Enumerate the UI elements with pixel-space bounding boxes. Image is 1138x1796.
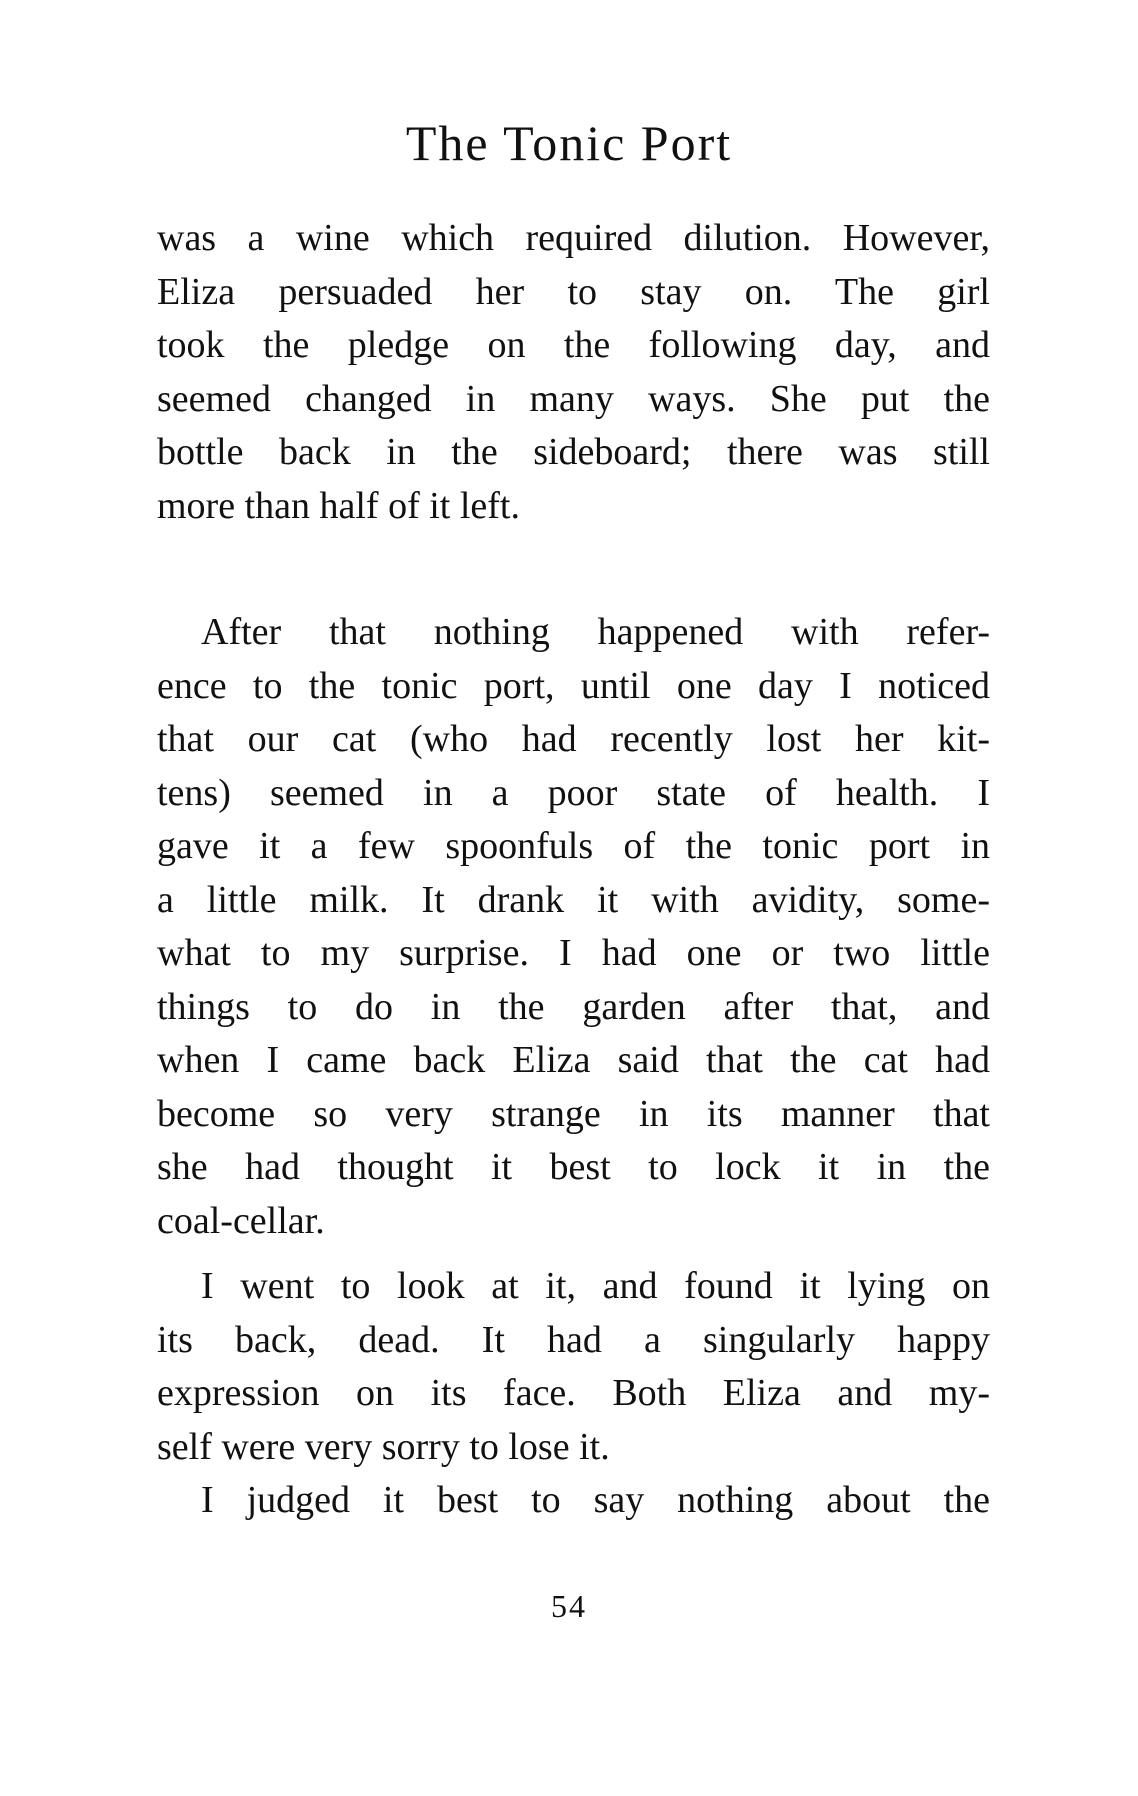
paragraph-4 [157,1474,990,1528]
text-line: a little milk. It drank it with avidity, some- [157,878,990,921]
text-line: expression on its face. Both Eliza and my- [157,1372,990,1414]
paragraph-1 [157,212,990,533]
text-line: Eliza persuaded her to stay on. The girl [157,270,990,313]
text-line: more than half of it left. [157,484,520,527]
text-line: I went to look at it, and found it lying on [201,1265,990,1307]
text-line: ence to the tonic port, until one day I noticed [157,664,990,707]
paragraph-3 [157,1260,990,1474]
page-number: 54 [551,1588,587,1624]
paragraph-2 [157,606,990,1248]
text-line: she had thought it best to lock it in the [157,1146,990,1188]
text-line: that our cat (who had recently lost her kit- [157,718,990,760]
text-line: become so very strange in its manner that [157,1092,990,1135]
text-line: what to my surprise. I had one or two little [157,932,990,974]
text-line: I judged it best to say nothing about the [201,1479,990,1521]
text-line: things to do in the garden after that, and [157,985,990,1028]
text-line: self were very sorry to lose it. [157,1425,610,1468]
text-line: its back, dead. It had a singularly happy [157,1318,990,1361]
text-line: seemed changed in many ways. She put the [157,377,990,420]
text-line: bottle back in the sideboard; there was still [157,431,990,473]
text-line: gave it a few spoonfuls of the tonic port in [157,825,990,867]
text-line: when I came back Eliza said that the cat had [157,1039,990,1081]
text-line: took the pledge on the following day, and [157,324,990,366]
text-line: tens) seemed in a poor state of health. I [157,771,990,814]
text-line: was a wine which required dilution. However, [157,217,990,259]
text-line: After that nothing happened with refer- [201,611,990,653]
running-head: The Tonic Port [405,115,733,171]
text-line: coal-cellar. [157,1199,325,1242]
